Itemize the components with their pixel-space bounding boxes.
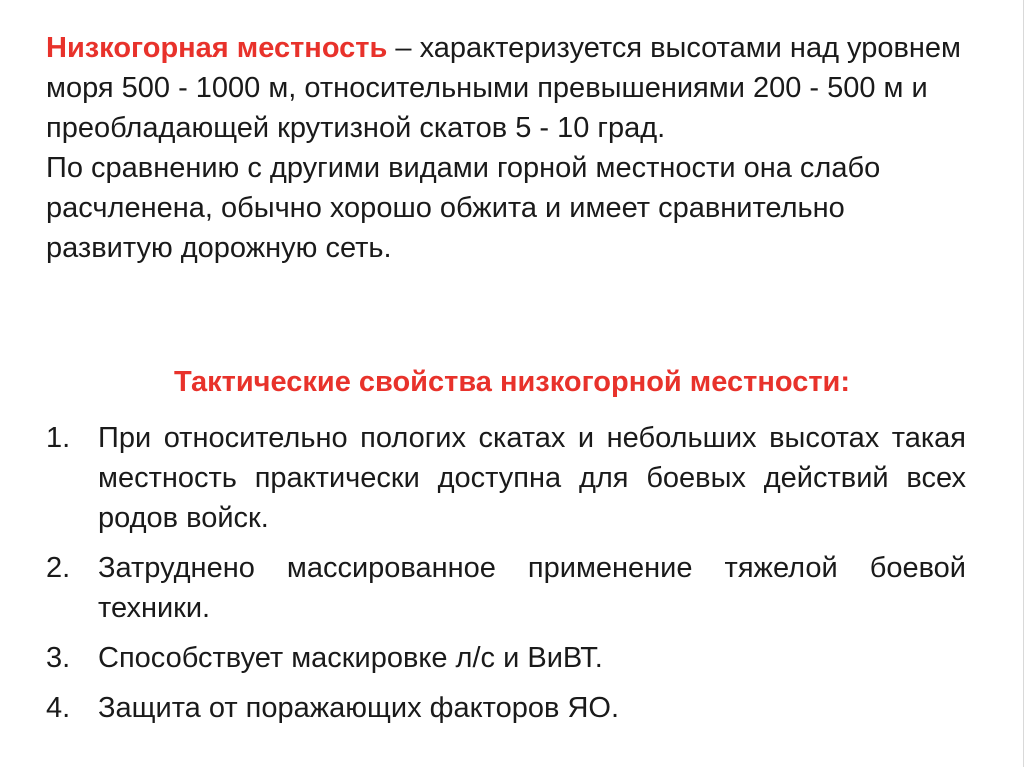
- list-item-text: Способствует маскировке л/с и ВиВТ.: [98, 642, 603, 674]
- list-item: [46, 548, 966, 628]
- list-item: [46, 418, 966, 538]
- intro-block: [46, 28, 976, 268]
- list-item-text: Затруднено массированное применение тяжелой боевой техники.: [98, 552, 966, 624]
- list-item-number: 2.: [46, 552, 71, 584]
- term-highlight: Низкогорная местность: [46, 32, 388, 64]
- list-item-number: 4.: [46, 692, 71, 724]
- section-heading: Тактические свойства низкогорной местности:: [173, 366, 851, 398]
- list-item: [46, 638, 966, 678]
- list-item: [46, 688, 966, 728]
- list-item-number: 1.: [46, 422, 71, 454]
- comparison-paragraph: По сравнению с другими видами горной местности она слабо расчленена, обычно хорошо обжита и имеет сравнительно развитую дорожную сеть.: [46, 152, 881, 264]
- list-item-number: 3.: [46, 642, 71, 674]
- list-item-text: При относительно пологих скатах и небольших высотах такая местность практически доступна для боевых действий всех родов войск.: [98, 422, 966, 534]
- list-item-text: Защита от поражающих факторов ЯО.: [98, 692, 620, 724]
- definition-paragraph: [46, 28, 976, 148]
- properties-list: [46, 418, 966, 738]
- definition-text: – характеризуется высотами над уровнем моря 500 - 1000 м, относительными превышениями 200 - 500 м и преобладающей крутизной скатов 5 - 10 град.: [46, 32, 961, 144]
